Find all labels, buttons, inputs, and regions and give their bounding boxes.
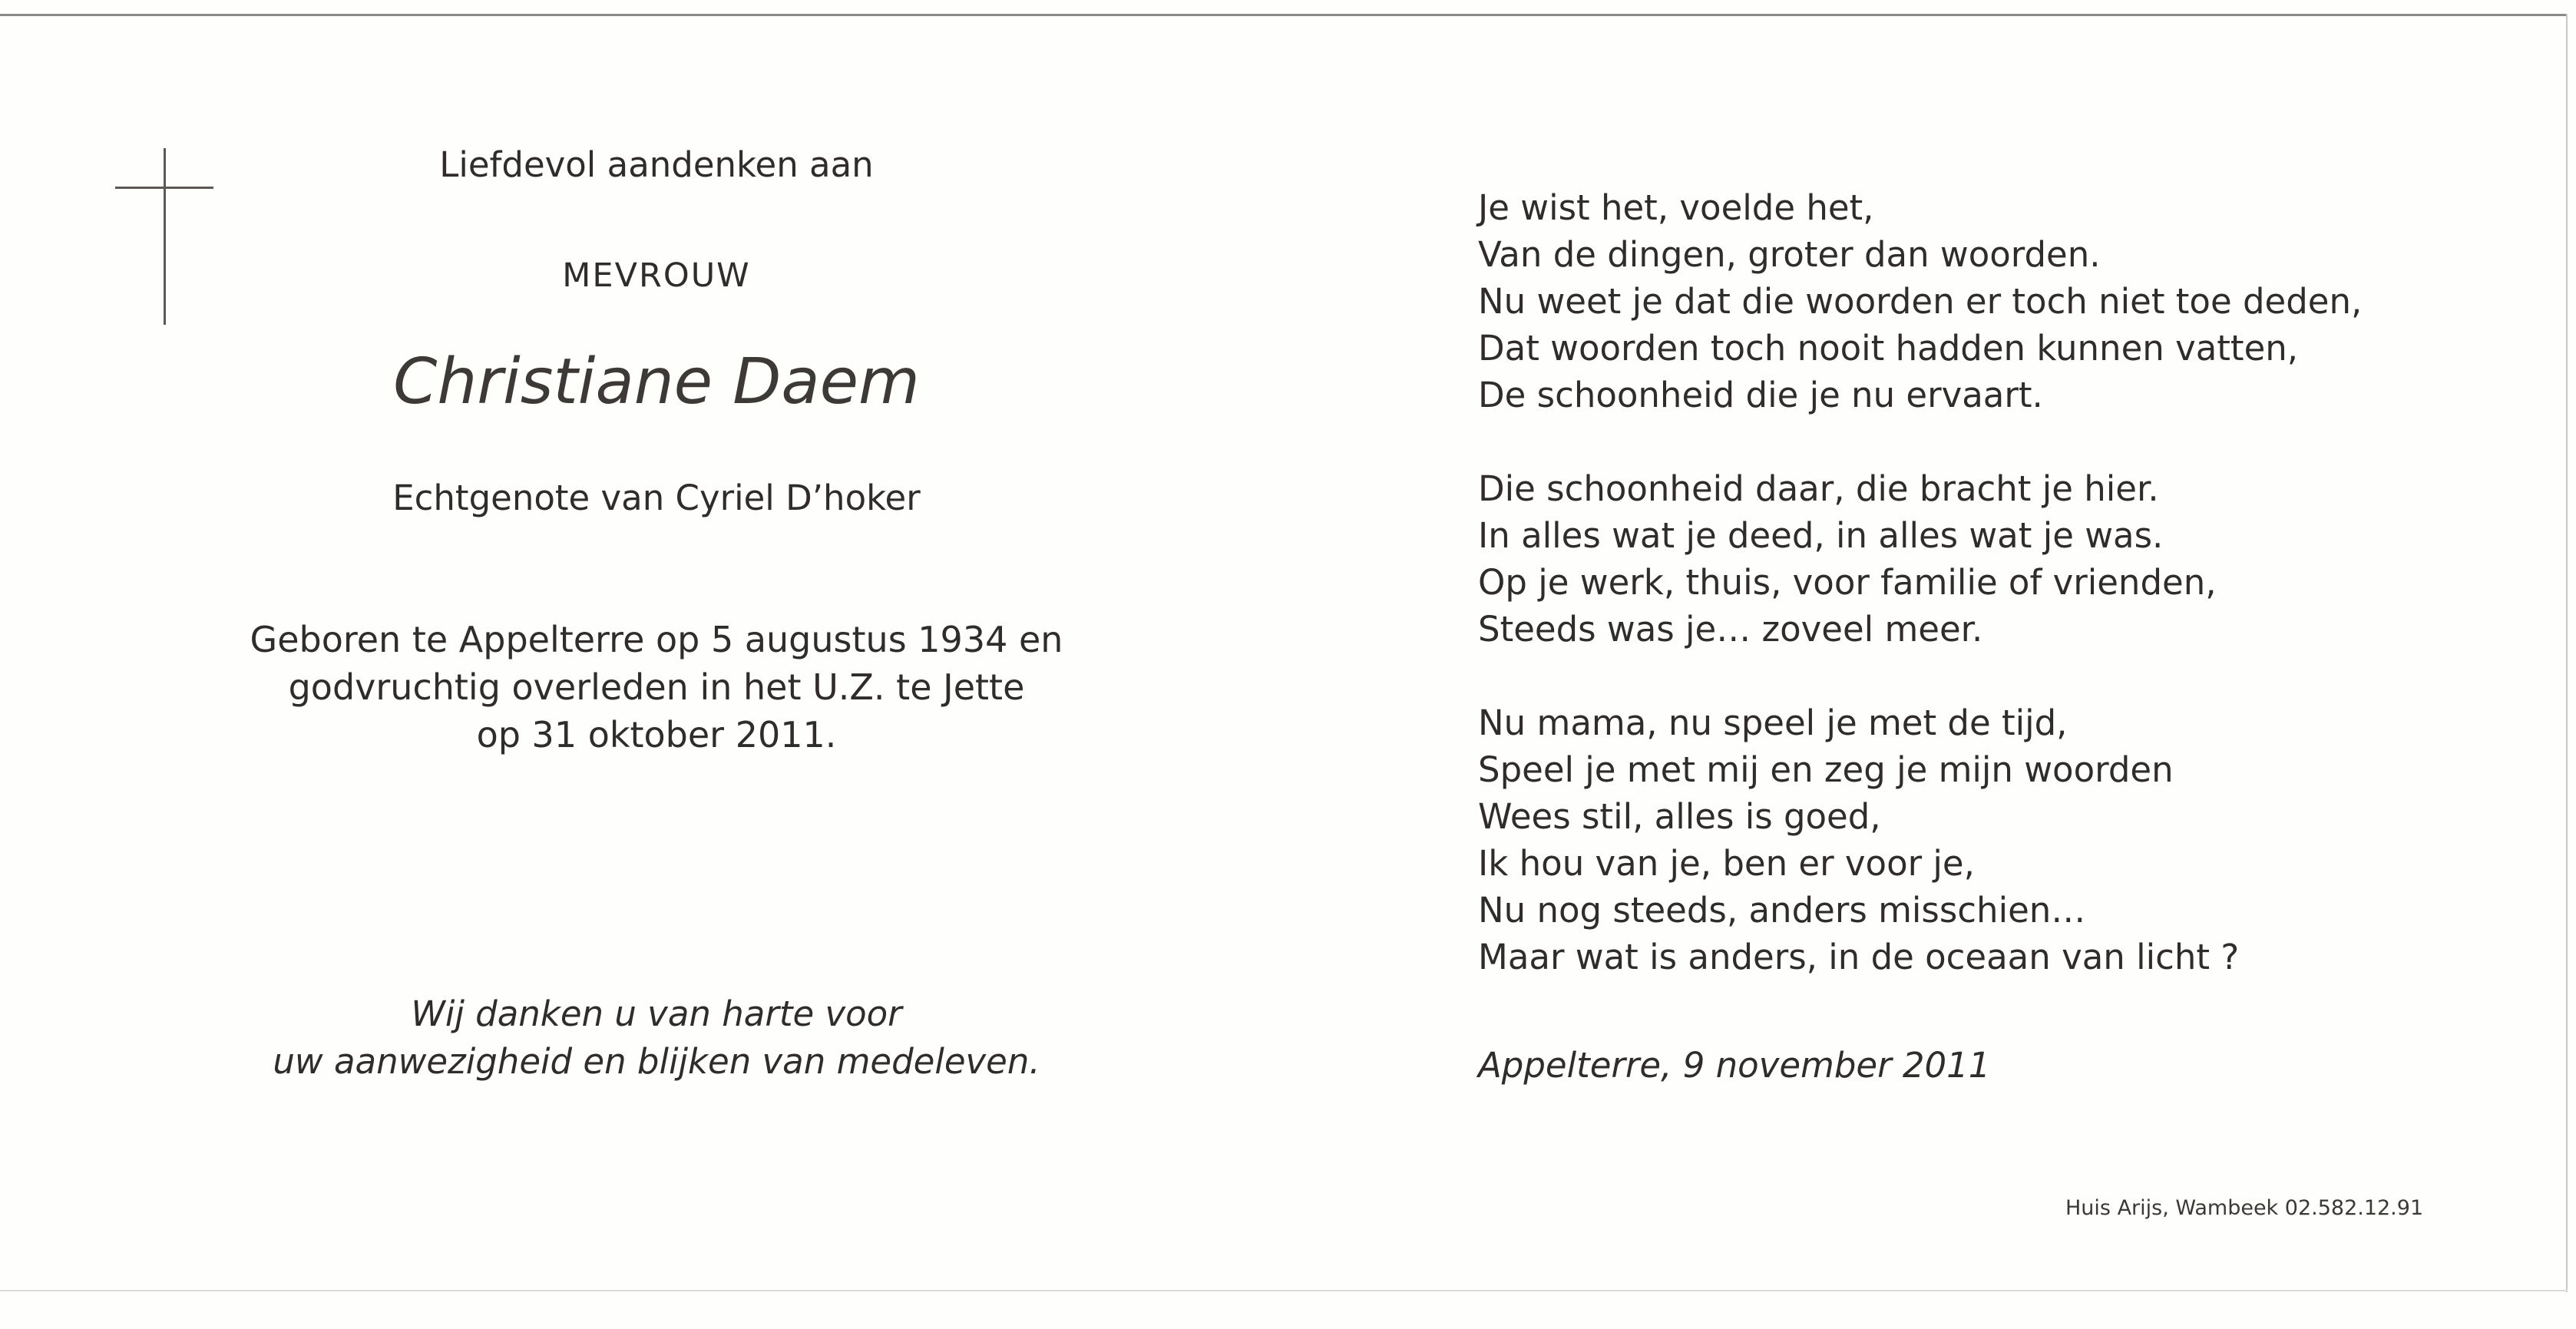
poem-line: Nu nog steeds, anders misschien… [1478, 890, 2086, 931]
poem-stanza-2 [1478, 465, 2362, 653]
poem-line: Van de dingen, groter dan woorden. [1478, 234, 2101, 275]
spouse-line: Echtgenote van Cyriel D’hoker [392, 478, 921, 518]
poem-line: Steeds was je… zoveel meer. [1478, 609, 1983, 650]
cross-horizontal-bar [115, 187, 213, 189]
poem-line: Speel je met mij en zeg je mijn woorden [1478, 749, 2174, 790]
deceased-name: Christiane Daem [393, 345, 920, 418]
card-top-edge [0, 14, 2566, 16]
poem [1478, 184, 2362, 1027]
place-date: Appelterre, 9 november 2011 [1478, 1045, 1991, 1086]
poem-line: In alles wat je deed, in alles wat je was. [1478, 515, 2164, 556]
birth-line: Geboren te Appelterre op 5 augustus 1934 en [250, 619, 1063, 660]
thanks-line: uw aanwezigheid en blijken van medeleven. [273, 1041, 1040, 1082]
thanks-message [215, 990, 1098, 1086]
poem-line: Dat woorden toch nooit hadden kunnen vatten, [1478, 328, 2299, 369]
card-right-edge [2566, 14, 2568, 1292]
cross-vertical-bar [164, 148, 166, 325]
death-line: godvruchtig overleden in het U.Z. te Jette [288, 666, 1025, 708]
poem-line: Nu mama, nu speel je met de tijd, [1478, 703, 2068, 743]
honorific-title: MEVROUW [562, 256, 751, 295]
poem-line: Wees stil, alles is goed, [1478, 796, 1881, 837]
thanks-line: Wij danken u van harte voor [411, 993, 902, 1034]
printer-credit: Huis Arijs, Wambeek 02.582.12.91 [2065, 1196, 2424, 1220]
card-bottom-edge [0, 1290, 2568, 1291]
intro-text: Liefdevol aandenken aan [439, 144, 874, 185]
poem-line: Ik hou van je, ben er voor je, [1478, 843, 1975, 884]
death-date-line: op 31 oktober 2011. [476, 714, 837, 755]
poem-line: Die schoonheid daar, die bracht je hier. [1478, 468, 2159, 509]
poem-line: Op je werk, thuis, voor familie of vrienden, [1478, 562, 2217, 603]
birth-death-details [215, 616, 1098, 759]
poem-stanza-1 [1478, 184, 2362, 418]
poem-line: Nu weet je dat die woorden er toch niet toe deden, [1478, 281, 2363, 322]
poem-line: De schoonheid die je nu ervaart. [1478, 375, 2043, 415]
poem-line: Maar wat is anders, in de oceaan van licht ? [1478, 937, 2240, 977]
poem-line: Je wist het, voelde het, [1478, 187, 1874, 228]
poem-stanza-3 [1478, 699, 2362, 980]
